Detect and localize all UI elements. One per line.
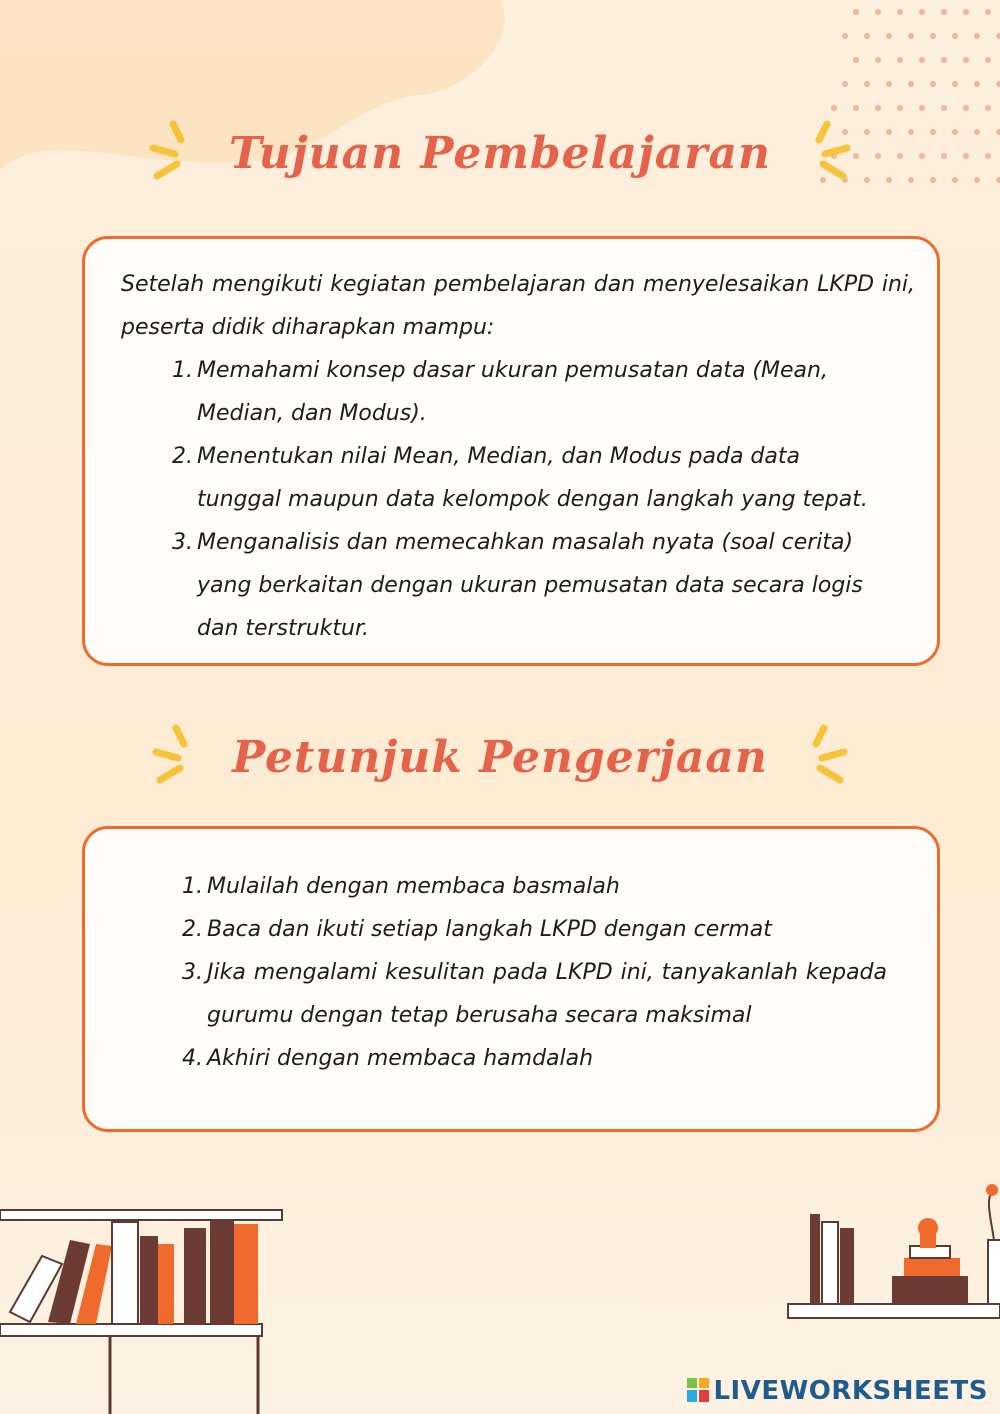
dot xyxy=(831,105,837,111)
sparkle-left-icon xyxy=(145,118,191,188)
instructions-list xyxy=(157,865,887,1080)
dot xyxy=(853,57,859,63)
dot xyxy=(875,9,881,15)
sparkle-right-icon xyxy=(806,722,852,792)
dot xyxy=(897,9,903,15)
dot xyxy=(908,81,914,87)
dot xyxy=(963,9,969,15)
dot xyxy=(941,57,947,63)
dot xyxy=(908,33,914,39)
dot xyxy=(974,33,980,39)
dot xyxy=(919,105,925,111)
sparkle-left-icon xyxy=(148,722,194,792)
section-heading-tujuan xyxy=(0,118,1000,188)
learning-objectives-card xyxy=(82,236,940,666)
list-item: 2. Menentukan nilai Mean, Median, dan Modus pada data tunggal maupun data kelompok dengan langkah yang tepat. xyxy=(172,444,868,512)
dot xyxy=(941,105,947,111)
dot xyxy=(985,57,991,63)
dot xyxy=(853,9,859,15)
section-title: Tujuan Pembelajaran xyxy=(229,127,771,179)
dot xyxy=(985,9,991,15)
bookshelf-illustration xyxy=(0,1184,290,1414)
dot xyxy=(952,33,958,39)
dot xyxy=(875,57,881,63)
dot xyxy=(974,81,980,87)
dot xyxy=(930,81,936,87)
dot xyxy=(930,33,936,39)
liveworksheets-logo: LIVEWORKSHEETS xyxy=(687,1376,988,1406)
dot xyxy=(963,105,969,111)
dot xyxy=(864,33,870,39)
section-heading-petunjuk xyxy=(0,722,1000,792)
dot xyxy=(897,105,903,111)
dot xyxy=(996,81,1000,87)
dot xyxy=(963,57,969,63)
dot xyxy=(941,9,947,15)
sparkle-right-icon xyxy=(809,118,855,188)
dot xyxy=(875,105,881,111)
logo-badge-icon xyxy=(687,1378,709,1402)
dot xyxy=(842,81,848,87)
instructions-card xyxy=(82,826,940,1132)
dot xyxy=(919,57,925,63)
dot xyxy=(952,81,958,87)
dot xyxy=(842,33,848,39)
dot xyxy=(897,57,903,63)
list-item: 4. Akhiri dengan membaca hamdalah xyxy=(182,1046,594,1071)
list-item: 2. Baca dan ikuti setiap langkah LKPD dengan cermat xyxy=(182,917,772,942)
intro-text: Setelah mengikuti kegiatan pembelajaran dan menyelesaikan LKPD ini, peserta didik diharapkan mampu: xyxy=(121,272,915,340)
list-item: 3. Jika mengalami kesulitan pada LKPD ini, tanyakanlah kepada gurumu dengan tetap berusaha secara maksimal xyxy=(182,960,887,1028)
dot xyxy=(853,105,859,111)
section-title: Petunjuk Pengerjaan xyxy=(232,731,768,783)
list-item: 3. Menganalisis dan memecahkan masalah nyata (soal cerita) yang berkaitan dengan ukuran pemusatan data secara logis dan terstruktur. xyxy=(172,530,863,641)
dot xyxy=(996,33,1000,39)
dot xyxy=(864,81,870,87)
dot xyxy=(985,105,991,111)
list-item: 1. Mulailah dengan membaca basmalah xyxy=(182,874,620,899)
dot xyxy=(919,9,925,15)
list-item: 1. Memahami konsep dasar ukuran pemusatan data (Mean, Median, dan Modus). xyxy=(172,358,828,426)
objectives-list xyxy=(147,349,879,650)
dot xyxy=(886,33,892,39)
dot xyxy=(886,81,892,87)
